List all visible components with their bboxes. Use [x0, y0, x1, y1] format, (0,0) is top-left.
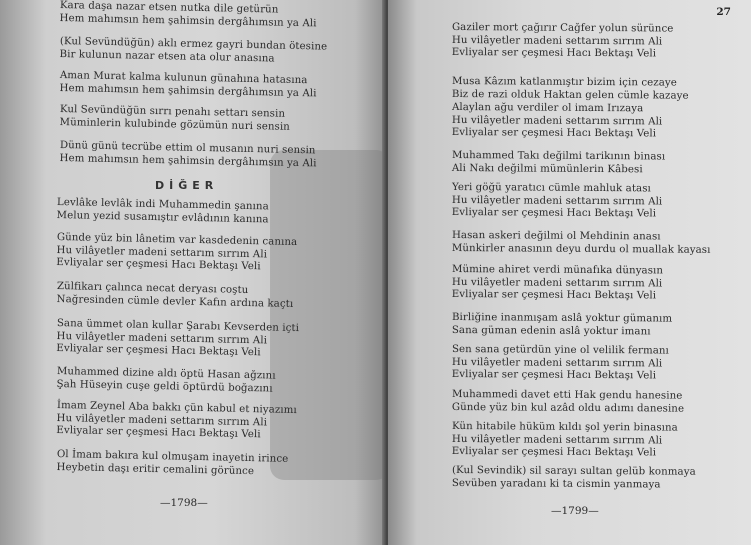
stanza — [452, 230, 711, 257]
verse-line: Gaziler mort çağırır Cağfer yolun sürünce — [451, 22, 674, 35]
stanza — [56, 449, 288, 479]
stanza — [452, 389, 684, 416]
verse-line: Evliyalar ser çeşmesi Hacı Bektaşı Veli — [451, 46, 657, 60]
verse-line: Hem mahımsın hem şahimsin dergâhımsın ya Ali — [59, 12, 317, 29]
verse-line: Biz de razi olduk Haktan gelen cümle kazaye — [451, 88, 689, 102]
verse-line: Zülfikarı çalınca necat deryası coştu — [56, 281, 249, 297]
stanza — [452, 182, 663, 221]
verse-line: Ali Nakı değilmi mümünlerin Kâbesi — [451, 162, 643, 175]
verse-line: Şah Hüseyin cuşe geldi öptürdü boğazını — [56, 378, 273, 395]
verse-line: Evliyalar ser çeşmesi Hacı Bektaşı Veli — [56, 256, 261, 273]
verse-line: Sen sana getürdün yine ol velilik fermanı — [451, 344, 669, 357]
verse-line: Muhammedi davet etti Hak gendu hanesine — [451, 389, 683, 402]
verse-line: Hu vilâyetler madeni settarım sırrım Ali — [451, 34, 663, 47]
verse-line: Evliyalar ser çeşmesi Hacı Bektaşı Veli — [56, 342, 261, 359]
verse-line: Evliyalar ser çeşmesi Hacı Bektaşı Veli — [451, 445, 657, 459]
verse-line: Dünü günü tecrübe ettim ol musanın nuri sensin — [59, 140, 316, 157]
verse-line: Evliyalar ser çeşmesi Hacı Bektaşı Veli — [451, 126, 657, 140]
stanza — [452, 344, 669, 383]
stanza — [59, 0, 316, 30]
stanza — [56, 197, 269, 226]
verse-line: Günde yüz bin kul azâd oldu adımı danesine — [451, 401, 685, 415]
verse-line: Kün hitabile hüküm kıldı şol yerin binasına — [451, 421, 678, 434]
verse-line: Melun yezid susamıştır evlâdının kanına — [56, 209, 269, 225]
stanza — [56, 281, 293, 311]
verse-line: Müminlerin kulubinde gözümün nuri sensin — [59, 116, 291, 133]
verse-line: Yeri göğü yaratıcı cümle mahluk atası — [451, 182, 651, 195]
verse-line: Hu vilâyetler madeni settarım sırrım Ali — [451, 194, 663, 207]
verse-line: Aman Murat kalma kulunun günahına hatasına — [59, 70, 308, 87]
verse-line: Sevüben yaradanı ki ta cismin yanmaya — [451, 477, 661, 490]
stanza — [56, 318, 299, 361]
stanza — [452, 264, 663, 303]
stanza — [59, 36, 327, 67]
verse-line: (Kul Sevündüğün) aklı ermez gayri bundan ötesine — [59, 36, 328, 53]
verse-line: Hu vilâyetler madeni settarım sırrım Ali — [451, 433, 663, 446]
verse-line: İmam Zeynel Aba bakkı çün kabul et niyazımı — [56, 400, 297, 417]
verse-line: Münkirler anasının deyu durdu ol muallak kayası — [451, 242, 711, 256]
stanza — [452, 465, 696, 492]
verse-line: Ol İmam bakıra kul olmuşam inayetin irince — [56, 449, 289, 465]
verse-line: Hu vilâyetler madeni settarım sırrım Ali — [451, 114, 663, 127]
right-page — [388, 0, 751, 545]
verse-line: Levlâke levlâk indi Muhammedin şanına — [56, 197, 269, 213]
verse-line: Evliyalar ser çeşmesi Hacı Bektaşı Veli — [451, 368, 657, 382]
verse-line: Evliyalar ser çeşmesi Hacı Bektaşı Veli — [56, 424, 261, 441]
verse-line: Nağresinden cümle devler Kafın ardına kaçtı — [56, 293, 294, 310]
verse-line: Alaylan ağu verdiler ol imam Irızaya — [451, 102, 644, 115]
verse-line: Muhammed Takı değilmi tarikının binası — [451, 150, 666, 163]
verse-line: Mümine ahiret verdi münafıka dünyasın — [451, 264, 664, 277]
verse-line: Hem mahımsın hem şahimsin dergâhımsın ya Ali — [59, 82, 317, 99]
section-heading: DİĞER — [155, 179, 219, 192]
stanza — [56, 366, 275, 396]
stanza — [59, 140, 316, 170]
verse-line: Hu vilâyetler madeni settarım sırrım Ali — [451, 356, 663, 369]
stanza — [56, 232, 297, 275]
stanza — [452, 76, 689, 103]
verse-line: Hu vilâyetler madeni settarım sırrım Ali — [56, 412, 268, 428]
stanza — [59, 104, 290, 134]
verse-line: Musa Kâzım katlanmıştır bizim için cezaye — [451, 76, 677, 89]
right-page-number: —1799— — [551, 505, 599, 517]
verse-line: Hasan askeri değilmi ol Mehdinin anası — [451, 230, 661, 243]
stanza — [452, 150, 665, 176]
corner-page-number: 27 — [716, 6, 731, 18]
verse-line: Birliğine inanmışam aslâ yoktur gümanım — [451, 312, 673, 325]
verse-line: Günde yüz bin lânetim var kasdedenin canına — [56, 232, 298, 249]
verse-line: Kara daşa nazar etsen nutka dile getürün — [59, 0, 279, 16]
left-page-number: —1798— — [160, 497, 208, 509]
verse-line: Heybetin daşı eritir cemalini görünce — [56, 461, 255, 477]
stanza — [56, 400, 297, 443]
verse-line: Muhammed dizine aldı öptü Hasan ağzını — [56, 366, 276, 382]
stanza — [452, 102, 663, 141]
stanza — [452, 22, 674, 61]
stanza — [452, 421, 678, 460]
stanza — [452, 312, 672, 339]
verse-line: Evliyalar ser çeşmesi Hacı Bektaşı Veli — [451, 288, 657, 302]
verse-line: Hu vilâyetler madeni settarım sırrım Ali — [56, 244, 268, 260]
verse-line: Evliyalar ser çeşmesi Hacı Bektaşı Veli — [451, 206, 657, 220]
verse-line: Sana ümmet olan kullar Şarabı Kevserden içti — [56, 318, 300, 335]
verse-line: Kul Sevündüğün sırrı penahı settarı sensin — [59, 104, 286, 120]
verse-line: Sana güman edenin aslâ yoktur imanı — [451, 324, 651, 337]
verse-line: Hu vilâyetler madeni settarım sırrım Ali — [56, 330, 268, 346]
verse-line: (Kul Sevindik) sil sarayı sultan gelüb konmaya — [451, 465, 696, 478]
verse-line: Hu vilâyetler madeni settarım sırrım Ali — [451, 276, 663, 289]
stanza — [59, 70, 316, 100]
verse-line: Hem mahımsın hem şahimsin dergâhımsın ya Ali — [59, 152, 317, 169]
verse-line: Bir kulunun nazar etsen ata olur anasına — [59, 48, 275, 64]
